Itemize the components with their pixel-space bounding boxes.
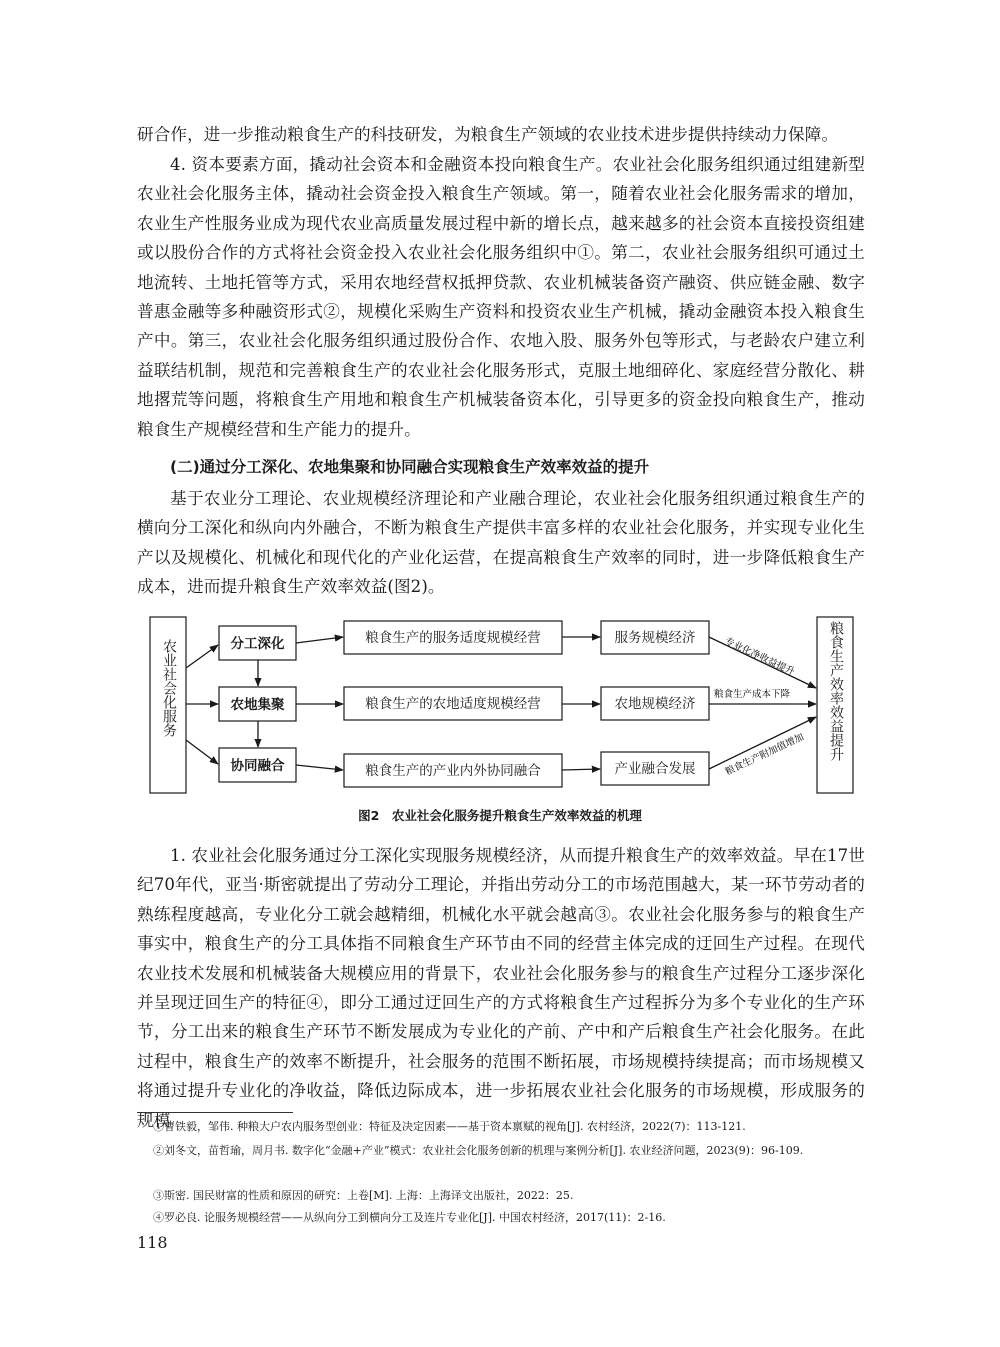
arrow-label-1: 专业化净收益提升 [722, 635, 797, 678]
footnote-2: ②刘冬文，苗哲瑜，周月书. 数字化“金融+产业”模式：农业社会化服务创新的机理与案例分析[J]. 农业经济问题，2023(9)：96-109. [153, 1144, 804, 1157]
stage1-label-2: 农地集聚 [230, 697, 285, 713]
paragraph-3: 基于农业分工理论、农业规模经济理论和产业融合理论，农业社会化服务组织通过粮食生产的横向分工深化和纵向内外融合，不断为粮食生产提供丰富多样的农业社会化服务，并实现专业化生产以及规模化、机械化和现代化的产业化运营，在提高粮食生产效率的同时，进一步降低粮食生产成本，进而提升粮食生产效率效益(图2)。 [137, 489, 865, 597]
page-number: 118 [137, 1233, 168, 1252]
arrow-s1-1-to-s2-1 [296, 637, 343, 643]
stage2-label-3: 粮食生产的产业内外协同融合 [365, 763, 541, 779]
footnote-rule [137, 1112, 293, 1113]
right-box-label: 粮食生产效率效益提升 [828, 621, 844, 761]
stage2-label-2: 粮食生产的农地适度规模经营 [365, 696, 541, 712]
stage3-label-2: 农地规模经济 [614, 696, 696, 712]
arrow-label-2: 粮食生产成本下降 [714, 689, 791, 700]
arrow-s1-3-to-s2-3 [296, 765, 343, 770]
footnote-4: ④罗必良. 论服务规模经营——从纵向分工到横向分工及连片专业化[J]. 中国农村经济，2017(11)：2-16. [153, 1211, 666, 1224]
paragraph-4: 1. 农业社会化服务通过分工深化实现服务规模经济，从而提升粮食生产的效率效益。早在17世纪70年代，亚当·斯密就提出了劳动分工理论，并指出劳动分工的市场范围越大，某一环节劳动者的熟练程度越高，专业化分工就会越精细，机械化水平就会越高③。农业社会化服务参与的粮食生产事实中，粮食生产的分工具体指不同粮食生产环节由不同的经营主体完成的迂回生产过程。在现代农业技术发展和机械装备大规模应用的背景下，农业社会化服务参与的粮食生产过程分工逐步深化并呈现迂回生产的特征④，即分工通过迂回生产的方式将粮食生产过程拆分为多个专业化的生产环节，分工出来的粮食生产环节不断发展成为专业化的产前、产中和产后粮食生产社会化服务。在此过程中，粮食生产的效率不断提升，社会服务的范围不断拓展，市场规模持续提高；而市场规模又将通过提升专业化的净收益，降低边际成本，进一步拓展农业社会化服务的市场规模，形成服务的规模 [137, 846, 865, 1130]
stage3-label-3: 产业融合发展 [614, 761, 696, 777]
arrow-label-3: 粮食生产附加值增加 [723, 731, 806, 778]
footnote-1: ①曹铁毅，邹伟. 种粮大户农内服务型创业：特征及决定因素——基于资本禀赋的视角[J]. 农村经济，2022(7)：113-121. [153, 1120, 746, 1133]
left-box-label: 农业社会化服务 [161, 639, 177, 737]
stage1-label-3: 协同融合 [230, 758, 285, 774]
stage2-label-1: 粮食生产的服务适度规模经营 [365, 630, 541, 646]
figure-caption: 图2 农业社会化服务提升粮食生产效率效益的机理 [358, 808, 642, 823]
section-heading: (二)通过分工深化、农地集聚和协同融合实现粮食生产效率效益的提升 [170, 458, 650, 476]
stage1-label-1: 分工深化 [230, 636, 285, 652]
footnote-3: ③斯密. 国民财富的性质和原因的研究：上卷[M]. 上海：上海译文出版社，2022：25. [153, 1189, 574, 1202]
arrow-s2-3-to-s3-3 [562, 769, 600, 770]
stage3-label-1: 服务规模经济 [614, 630, 696, 646]
arrow-left-to-s1-1 [186, 645, 218, 668]
arrow-left-to-s1-3 [186, 740, 218, 764]
paragraph-1: 研合作，进一步推动粮食生产的科技研发，为粮食生产领域的农业技术进步提供持续动力保障。 [137, 125, 839, 144]
paragraph-2: 4. 资本要素方面，撬动社会资本和金融资本投向粮食生产。农业社会化服务组织通过组建新型农业社会化服务主体，撬动社会资金投入粮食生产领域。第一，随着农业社会化服务需求的增加，农业生产性服务业成为现代农业高质量发展过程中新的增长点，越来越多的社会资本直接投资组建或以股份合作的方式将社会资金投入农业社会化服务组织中①。第二，农业社会服务组织可通过土地流转、土地托管等方式，采用农地经营权抵押贷款、农业机械装备资产融资、供应链金融、数字普惠金融等多种融资形式②，规模化采购生产资料和投资农业生产机械，撬动金融资本投入粮食生产中。第三，农业社会化服务组织通过股份合作、农地入股、服务外包等形式，与老龄农户建立利益联结机制，规范和完善粮食生产的农业社会化服务形式，克服土地细碎化、家庭经营分散化、耕地撂荒等问题，将粮食生产用地和粮食生产机械装备资本化，引导更多的资金投向粮食生产，推动粮食生产规模经营和生产能力的提升。 [137, 155, 865, 439]
